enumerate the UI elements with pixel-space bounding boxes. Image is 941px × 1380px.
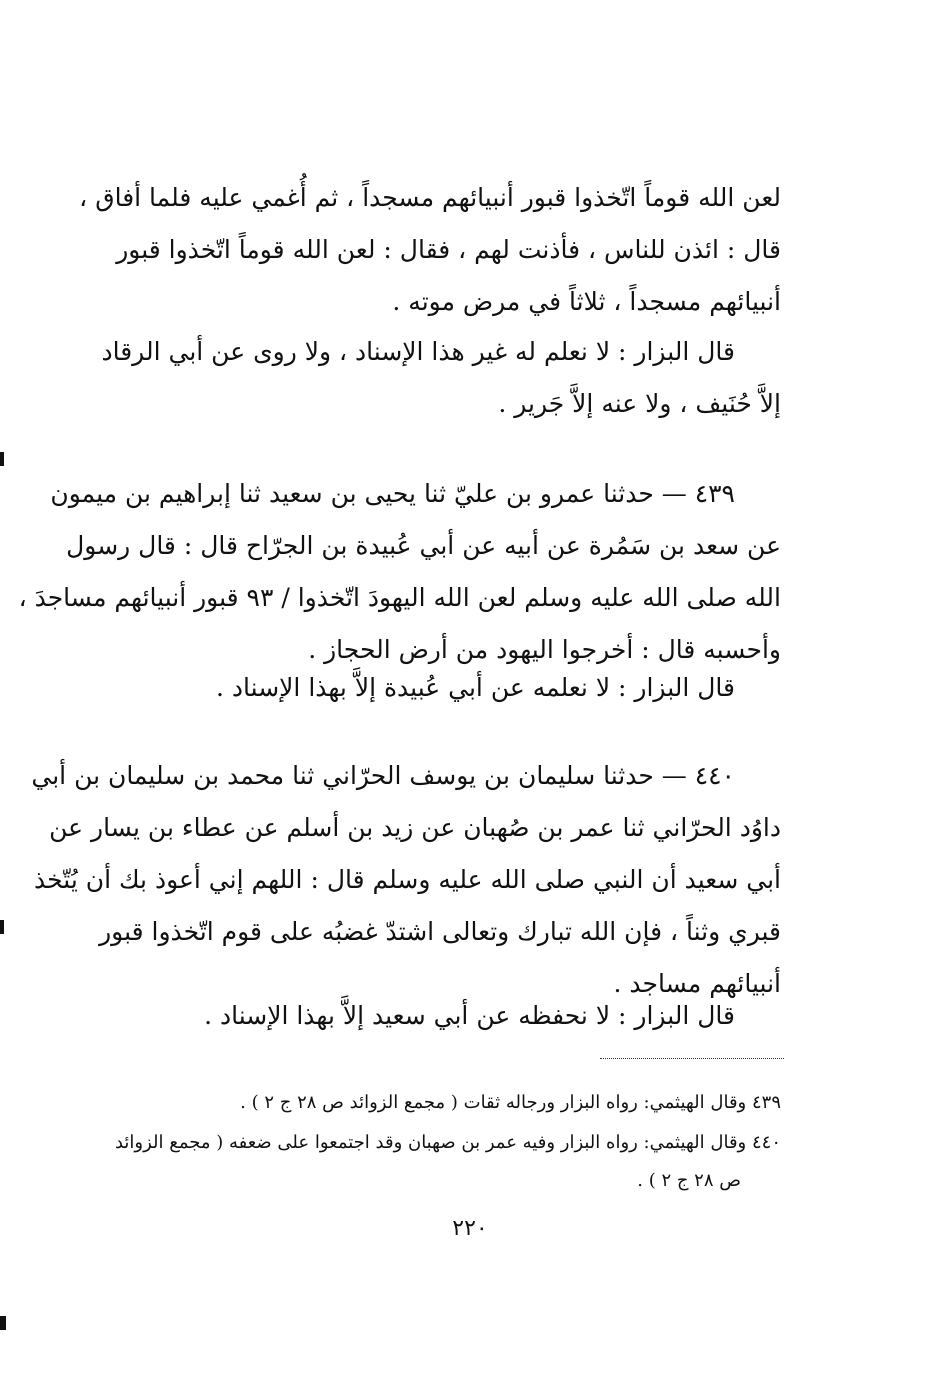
- text-line: أنبيائهم مساجد .: [613, 969, 781, 998]
- text-line: داوُد الحرّاني ثنا عمر بن صُهبان عن زيد بن أسلم عن عطاء بن يسار عن: [49, 813, 781, 842]
- footnote-line: ٤٣٩ وقال الهيثمي: رواه البزار ورجاله ثقات ( مجمع الزوائد ص ٢٨ ج ٢ ) .: [240, 1092, 781, 1113]
- bazzar-comment-439: [111, 662, 781, 714]
- text-line: قال البزار : لا نحفظه عن أبي سعيد إلاَّ بهذا الإسناد .: [204, 1001, 735, 1030]
- scan-margin-mark: [0, 1316, 6, 1330]
- text-line: قال البزار : لا نعلمه عن أبي عُبيدة إلاَّ بهذا الإسناد .: [216, 673, 735, 702]
- scan-margin-mark: [0, 920, 4, 934]
- text-line: إلاَّ حُنَيف ، ولا عنه إلاَّ جَرير .: [498, 389, 781, 418]
- bazzar-comment-1: [101, 326, 781, 430]
- footnote-line: ص ٢٨ ج ٢ ) .: [637, 1170, 741, 1191]
- page-number: ٢٢٠: [452, 1216, 488, 1241]
- footnote-440: [111, 1124, 781, 1200]
- scan-margin-mark: [0, 452, 4, 466]
- footnote-line: ٤٤٠ وقال الهيثمي: رواه البزار وفيه عمر بن صهبان وقد اجتمعوا على ضعفه ( مجمع الزوائد: [114, 1132, 781, 1153]
- text-line: أنبيائهم مسجداً ، ثلاثاً في مرض موته .: [392, 287, 781, 316]
- text-line: قال : ائذن للناس ، فأذنت لهم ، فقال : لعن الله قوماً اتّخذوا قبور: [116, 235, 781, 264]
- text-line: عن سعد بن سَمُرة عن أبيه عن أبي عُبيدة بن الجرّاح قال : قال رسول: [66, 531, 781, 560]
- text-line: ٤٣٩ — حدثنا عمرو بن عليّ ثنا يحيى بن سعيد ثنا إبراهيم بن ميمون: [50, 479, 735, 508]
- text-line: قبري وثناً ، فإن الله تبارك وتعالى اشتدّ غضبُه على قوم اتّخذوا قبور: [99, 917, 781, 946]
- text-line: وأحسبه قال : أخرجوا اليهود من أرض الحجاز .: [308, 635, 781, 664]
- text-line: ٤٤٠ — حدثنا سليمان بن يوسف الحرّاني ثنا محمد بن سليمان بن أبي: [31, 761, 735, 790]
- text-line: الله صلى الله عليه وسلم لعن الله اليهودَ اتّخذوا / ٩٣ قبور أنبيائهم مساجدَ ،: [18, 583, 781, 612]
- footnote-439: [111, 1084, 781, 1122]
- bazzar-comment-440: [111, 990, 781, 1042]
- footnote-separator: [600, 1058, 784, 1059]
- hadith-440: [31, 750, 781, 1010]
- text-line: قال البزار : لا نعلم له غير هذا الإسناد ، ولا روى عن أبي الرقاد: [101, 337, 735, 366]
- text-line: أبي سعيد أن النبي صلى الله عليه وسلم قال : اللهم إني أعوذ بك أن يُتّخذ: [34, 865, 781, 894]
- text-line: لعن الله قوماً اتّخذوا قبور أنبيائهم مسجداً ، ثم أُغمي عليه فلما أفاق ،: [79, 183, 781, 212]
- hadith-continuation: [79, 172, 781, 328]
- hadith-439: [18, 468, 781, 676]
